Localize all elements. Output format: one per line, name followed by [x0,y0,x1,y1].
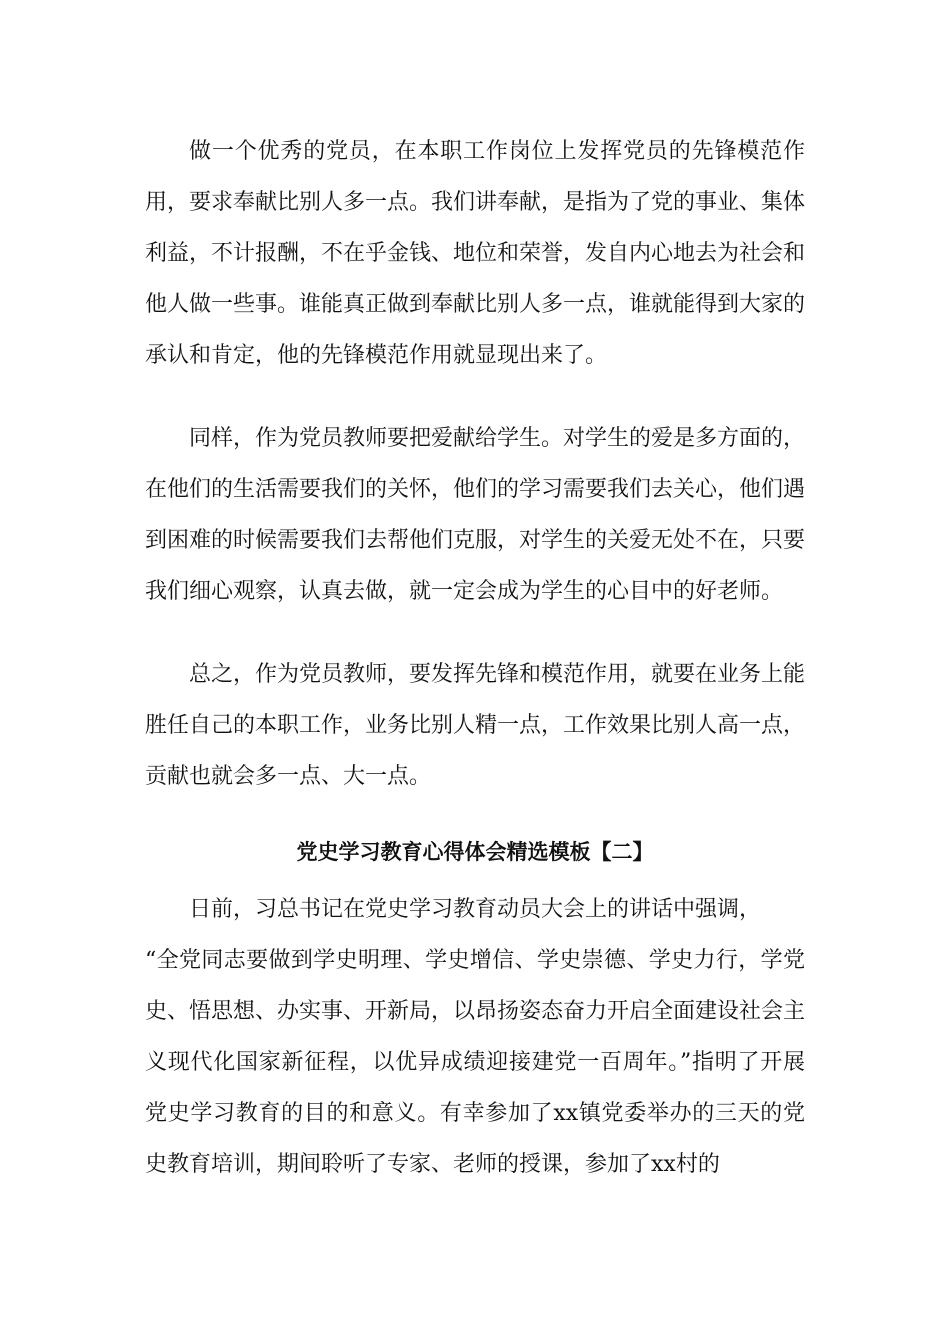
paragraph-spacer [145,381,805,413]
paragraph-spacer [145,802,805,827]
document-body [145,126,805,1190]
paragraph-spacer [145,617,805,649]
paragraph-speech-intro: 日前，习总书记在党史学习教育动员大会上的讲话中强调， [189,897,762,922]
paragraph-speech-quote: “全党同志要做到学史明理、学史增信、学史崇德、学史力行，学党史、悟思想、办实事、开新局，以昂扬姿态奋力开启全面建设社会主义现代化国家新征程，以优异成绩迎接建党一百周年。”指明了开展党史学习教育的目的和意义。有幸参加了xx镇党委举办的三天的党史教育培训，期间聆听了专家、老师的授课，参加了xx村的 [145,948,806,1177]
section-title: 党史学习教育心得体会精选模板【二】 [296,840,654,864]
paragraph-teacher-love: 同样，作为党员教师要把爱献给学生。对学生的爱是多方面的，在他们的生活需要我们的关怀，他们的学习需要我们去关心，他们遇到困难的时候需要我们去帮他们克服，对学生的关爱无处不在，只要我们细心观察，认真去做，就一定会成为学生的心目中的好老师。 [145,426,806,604]
paragraph-vanguard-role: 做一个优秀的党员，在本职工作岗位上发挥党员的先锋模范作用，要求奉献比别人多一点。我们讲奉献，是指为了党的事业、集体利益，不计报酬，不在乎金钱、地位和荣誉，发自内心地去为社会和他人做一些事。谁能真正做到奉献比别人多一点，谁就能得到大家的承认和肯定，他的先锋模范作用就显现出来了。 [145,139,806,368]
paragraph-conclusion: 总之，作为党员教师，要发挥先锋和模范作用，就要在业务上能胜任自己的本职工作，业务比别人精一点，工作效果比别人高一点，贡献也就会多一点、大一点。 [145,662,806,789]
